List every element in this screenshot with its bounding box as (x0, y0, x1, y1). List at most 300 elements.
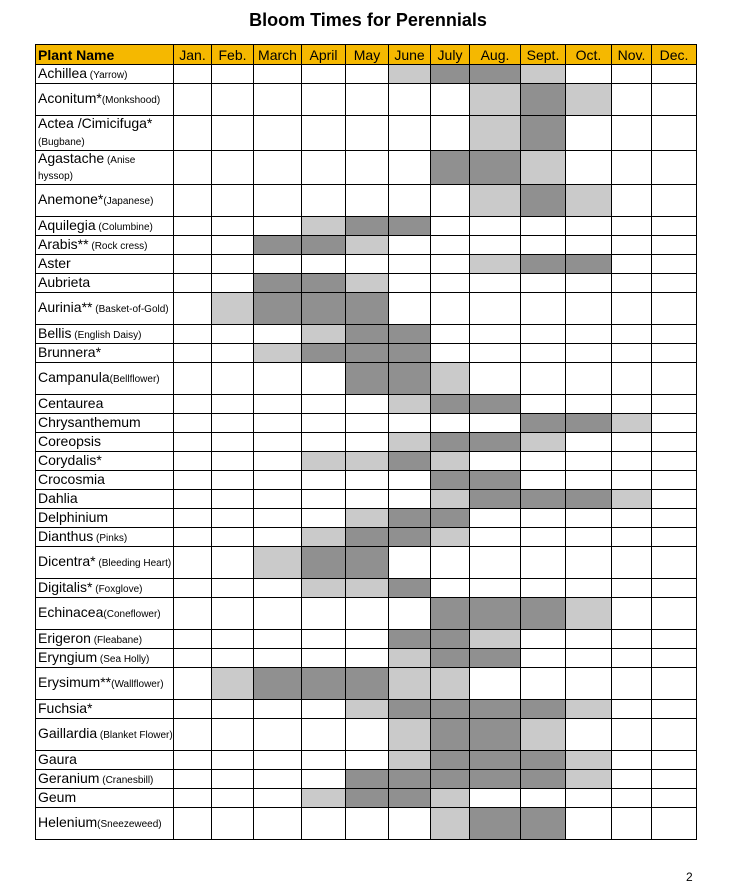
bloom-cell (612, 668, 652, 700)
bloom-cell (302, 236, 346, 255)
bloom-cell (431, 363, 470, 395)
bloom-cell (174, 255, 212, 274)
bloom-cell (612, 325, 652, 344)
bloom-cell (302, 490, 346, 509)
plant-cell (36, 363, 174, 395)
bloom-cell (652, 395, 697, 414)
bloom-cell (652, 649, 697, 668)
plant-common-name: (Bugbane) (38, 136, 85, 148)
bloom-cell (652, 185, 697, 217)
plant-common-name: (Foxglove) (92, 583, 143, 595)
plant-cell (36, 547, 174, 579)
bloom-cell (612, 490, 652, 509)
bloom-cell (212, 668, 254, 700)
bloom-cell (612, 770, 652, 789)
bloom-cell (212, 217, 254, 236)
table-row (36, 528, 697, 547)
bloom-cell (346, 414, 389, 433)
bloom-cell (174, 490, 212, 509)
bloom-cell (470, 547, 521, 579)
bloom-cell (566, 65, 612, 84)
bloom-cell (389, 255, 431, 274)
bloom-cell (302, 344, 346, 363)
bloom-cell (254, 116, 302, 151)
bloom-cell (389, 808, 431, 840)
bloom-cell (346, 217, 389, 236)
bloom-cell (346, 789, 389, 808)
bloom-cell (174, 293, 212, 325)
bloom-cell (612, 65, 652, 84)
bloom-cell (431, 700, 470, 719)
bloom-cell (346, 719, 389, 751)
table-row (36, 509, 697, 528)
plant-cell (36, 236, 174, 255)
plant-common-name: (Anise hyssop) (38, 154, 136, 183)
bloom-cell (346, 395, 389, 414)
bloom-cell (174, 433, 212, 452)
table-row (36, 490, 697, 509)
bloom-cell (612, 414, 652, 433)
bloom-cell (389, 395, 431, 414)
plant-cell (36, 770, 174, 789)
bloom-cell (612, 471, 652, 490)
bloom-cell (389, 668, 431, 700)
bloom-cell (470, 84, 521, 116)
bloom-cell (346, 84, 389, 116)
bloom-cell (470, 433, 521, 452)
plant-common-name: (Columbine) (95, 221, 153, 233)
bloom-cell (389, 789, 431, 808)
bloom-cell (174, 65, 212, 84)
bloom-cell (302, 630, 346, 649)
bloom-cell (431, 293, 470, 325)
bloom-cell (521, 217, 566, 236)
bloom-cell (431, 344, 470, 363)
plant-cell (36, 414, 174, 433)
bloom-cell (389, 598, 431, 630)
plant-name: Actea /Cimicifuga* (38, 115, 153, 131)
plant-common-name: (Coneflower) (103, 609, 161, 621)
plant-cell (36, 344, 174, 363)
plant-cell (36, 150, 174, 185)
table-row (36, 630, 697, 649)
plant-name: Geum (38, 788, 77, 805)
bloom-cell (346, 547, 389, 579)
bloom-cell (389, 344, 431, 363)
month-header: July (431, 45, 470, 65)
table-row (36, 84, 697, 116)
bloom-cell (302, 255, 346, 274)
bloom-cell (212, 414, 254, 433)
bloom-cell (521, 509, 566, 528)
table-row (36, 150, 697, 185)
bloom-cell (470, 414, 521, 433)
bloom-cell (431, 65, 470, 84)
bloom-cell (302, 274, 346, 293)
bloom-cell (652, 217, 697, 236)
bloom-cell (612, 528, 652, 547)
bloom-cell (389, 217, 431, 236)
bloom-cell (521, 414, 566, 433)
plant-cell (36, 255, 174, 274)
plant-name: Chrysanthemum (38, 413, 141, 430)
bloom-cell (521, 770, 566, 789)
bloom-cell (174, 274, 212, 293)
bloom-cell (612, 433, 652, 452)
bloom-cell (346, 65, 389, 84)
bloom-cell (652, 344, 697, 363)
plant-name: Crocosmia (38, 470, 105, 487)
bloom-cell (470, 65, 521, 84)
bloom-cell (389, 414, 431, 433)
bloom-cell (174, 649, 212, 668)
table-row (36, 598, 697, 630)
bloom-cell (652, 528, 697, 547)
bloom-cell (566, 509, 612, 528)
table-row (36, 668, 697, 700)
bloom-cell (566, 668, 612, 700)
table-row (36, 293, 697, 325)
plant-name: Erigeron (38, 629, 91, 646)
bloom-cell (389, 649, 431, 668)
bloom-cell (389, 116, 431, 151)
bloom-cell (431, 630, 470, 649)
bloom-cell (470, 598, 521, 630)
bloom-cell (566, 789, 612, 808)
plant-cell (36, 325, 174, 344)
bloom-cell (521, 719, 566, 751)
bloom-cell (174, 452, 212, 471)
plant-name: Bellis (38, 324, 72, 341)
plant-name: Helenium (38, 814, 98, 831)
bloom-cell (212, 770, 254, 789)
plant-name: Agastache (38, 150, 105, 166)
bloom-cell (302, 509, 346, 528)
bloom-cell (389, 719, 431, 751)
bloom-cell (254, 751, 302, 770)
bloom-cell (652, 547, 697, 579)
bloom-cell (566, 84, 612, 116)
bloom-cell (346, 579, 389, 598)
bloom-cell (212, 325, 254, 344)
bloom-cell (470, 236, 521, 255)
bloom-cell (302, 325, 346, 344)
bloom-cell (174, 668, 212, 700)
month-header: Jan. (174, 45, 212, 65)
plant-cell (36, 509, 174, 528)
bloom-cell (566, 236, 612, 255)
bloom-cell (612, 217, 652, 236)
bloom-cell (254, 293, 302, 325)
bloom-cell (652, 433, 697, 452)
bloom-cell (470, 255, 521, 274)
table-row (36, 719, 697, 751)
bloom-cell (612, 598, 652, 630)
bloom-cell (566, 116, 612, 151)
plant-cell (36, 395, 174, 414)
bloom-cell (346, 490, 389, 509)
bloom-cell (254, 630, 302, 649)
bloom-cell (212, 274, 254, 293)
bloom-cell (254, 344, 302, 363)
bloom-cell (346, 150, 389, 185)
bloom-cell (346, 236, 389, 255)
bloom-cell (346, 668, 389, 700)
plant-name: Centaurea (38, 394, 104, 411)
month-header: March (254, 45, 302, 65)
bloom-cell (212, 579, 254, 598)
bloom-cell (566, 490, 612, 509)
bloom-cell (174, 471, 212, 490)
bloom-cell (212, 452, 254, 471)
bloom-cell (389, 630, 431, 649)
bloom-cell (566, 150, 612, 185)
bloom-cell (254, 719, 302, 751)
bloom-cell (254, 217, 302, 236)
bloom-cell (302, 293, 346, 325)
bloom-cell (254, 363, 302, 395)
bloom-cell (521, 490, 566, 509)
plant-common-name: (Wallflower) (111, 679, 164, 691)
bloom-cell (521, 255, 566, 274)
bloom-cell (566, 325, 612, 344)
bloom-cell (521, 630, 566, 649)
plant-common-name: (Bellflower) (109, 374, 160, 386)
bloom-cell (212, 395, 254, 414)
bloom-cell (652, 452, 697, 471)
bloom-cell (566, 433, 612, 452)
bloom-cell (470, 808, 521, 840)
month-header: Oct. (566, 45, 612, 65)
bloom-cell (346, 274, 389, 293)
plant-name-header: Plant Name (36, 45, 174, 65)
plant-name: Aster (38, 254, 71, 271)
bloom-cell (612, 293, 652, 325)
bloom-cell (212, 719, 254, 751)
bloom-cell (174, 598, 212, 630)
plant-common-name: (Cranesbill) (99, 774, 154, 786)
bloom-cell (302, 808, 346, 840)
bloom-cell (470, 630, 521, 649)
bloom-cell (346, 255, 389, 274)
table-row (36, 236, 697, 255)
bloom-cell (612, 150, 652, 185)
bloom-cell (521, 65, 566, 84)
bloom-cell (302, 719, 346, 751)
bloom-cell (431, 649, 470, 668)
bloom-cell (302, 65, 346, 84)
bloom-cell (302, 579, 346, 598)
plant-cell (36, 751, 174, 770)
bloom-cell (612, 579, 652, 598)
table-row (36, 414, 697, 433)
bloom-cell (566, 344, 612, 363)
bloom-cell (212, 808, 254, 840)
plant-cell (36, 433, 174, 452)
bloom-cell (431, 236, 470, 255)
bloom-cell (470, 789, 521, 808)
bloom-cell (566, 274, 612, 293)
bloom-cell (174, 509, 212, 528)
bloom-cell (346, 325, 389, 344)
bloom-cell (431, 452, 470, 471)
bloom-cell (212, 433, 254, 452)
bloom-cell (254, 395, 302, 414)
bloom-cell (389, 528, 431, 547)
bloom-cell (612, 452, 652, 471)
bloom-cell (389, 770, 431, 789)
plant-name: Dicentra* (38, 553, 96, 570)
bloom-cell (212, 789, 254, 808)
bloom-cell (470, 579, 521, 598)
bloom-cell (174, 217, 212, 236)
month-header: May (346, 45, 389, 65)
header-row (36, 45, 697, 65)
bloom-cell (521, 433, 566, 452)
bloom-cell (470, 471, 521, 490)
bloom-cell (212, 700, 254, 719)
bloom-cell (521, 547, 566, 579)
bloom-cell (470, 649, 521, 668)
bloom-cell (612, 274, 652, 293)
table-row (36, 547, 697, 579)
plant-name: Dahlia (38, 489, 78, 506)
table-row (36, 452, 697, 471)
bloom-cell (174, 700, 212, 719)
plant-cell (36, 471, 174, 490)
bloom-cell (346, 770, 389, 789)
bloom-cell (302, 150, 346, 185)
bloom-cell (652, 770, 697, 789)
bloom-cell (521, 84, 566, 116)
bloom-cell (470, 490, 521, 509)
bloom-cell (254, 668, 302, 700)
bloom-cell (389, 579, 431, 598)
plant-cell (36, 217, 174, 236)
bloom-cell (346, 433, 389, 452)
bloom-cell (346, 598, 389, 630)
bloom-cell (389, 185, 431, 217)
plant-cell (36, 65, 174, 84)
plant-name: Brunnera* (38, 343, 102, 360)
bloom-cell (566, 528, 612, 547)
table-row (36, 808, 697, 840)
bloom-cell (521, 116, 566, 151)
bloom-cell (302, 84, 346, 116)
bloom-cell (254, 185, 302, 217)
bloom-cell (652, 490, 697, 509)
bloom-cell (566, 808, 612, 840)
plant-common-name: (Japanese) (103, 196, 154, 208)
month-header: Feb. (212, 45, 254, 65)
bloom-cell (652, 236, 697, 255)
bloom-cell (302, 528, 346, 547)
bloom-cell (521, 150, 566, 185)
bloom-cell (346, 700, 389, 719)
table-body (36, 65, 697, 840)
month-header: Nov. (612, 45, 652, 65)
plant-cell (36, 700, 174, 719)
month-header: Sept. (521, 45, 566, 65)
bloom-cell (431, 598, 470, 630)
bloom-cell (652, 84, 697, 116)
bloom-cell (652, 255, 697, 274)
bloom-cell (470, 668, 521, 700)
plant-common-name: (Sea Holly) (97, 653, 150, 665)
plant-cell (36, 452, 174, 471)
bloom-cell (174, 150, 212, 185)
bloom-cell (521, 649, 566, 668)
bloom-cell (652, 789, 697, 808)
table-row (36, 789, 697, 808)
bloom-cell (566, 598, 612, 630)
plant-cell (36, 719, 174, 751)
bloom-cell (566, 452, 612, 471)
bloom-cell (521, 668, 566, 700)
bloom-cell (431, 719, 470, 751)
bloom-cell (521, 789, 566, 808)
bloom-cell (254, 649, 302, 668)
bloom-cell (612, 395, 652, 414)
bloom-cell (470, 116, 521, 151)
bloom-cell (254, 414, 302, 433)
table-row (36, 471, 697, 490)
bloom-cell (254, 528, 302, 547)
bloom-cell (612, 719, 652, 751)
bloom-cell (212, 255, 254, 274)
bloom-cell (566, 700, 612, 719)
bloom-cell (431, 471, 470, 490)
bloom-cell (174, 579, 212, 598)
plant-cell (36, 808, 174, 840)
bloom-cell (212, 630, 254, 649)
bloom-cell (431, 668, 470, 700)
plant-name: Digitalis* (38, 578, 93, 595)
bloom-cell (346, 116, 389, 151)
bloom-cell (389, 325, 431, 344)
table-row (36, 700, 697, 719)
plant-cell (36, 579, 174, 598)
bloom-cell (389, 452, 431, 471)
bloom-cell (389, 363, 431, 395)
bloom-cell (431, 274, 470, 293)
plant-cell (36, 293, 174, 325)
bloom-cell (212, 471, 254, 490)
bloom-cell (652, 363, 697, 395)
table-row (36, 255, 697, 274)
bloom-cell (302, 598, 346, 630)
bloom-cell (174, 547, 212, 579)
plant-name: Gaura (38, 750, 77, 767)
bloom-cell (212, 598, 254, 630)
plant-name: Geranium (38, 769, 100, 786)
plant-common-name: (Yarrow) (87, 69, 128, 81)
bloom-cell (174, 414, 212, 433)
bloom-cell (431, 579, 470, 598)
plant-cell (36, 84, 174, 116)
bloom-cell (521, 452, 566, 471)
plant-cell (36, 185, 174, 217)
bloom-cell (212, 236, 254, 255)
plant-name: Dianthus (38, 527, 94, 544)
bloom-cell (174, 325, 212, 344)
bloom-cell (470, 293, 521, 325)
bloom-cell (302, 116, 346, 151)
plant-name: Delphinium (38, 508, 109, 525)
bloom-cell (521, 700, 566, 719)
bloom-cell (652, 293, 697, 325)
bloom-cell (566, 363, 612, 395)
